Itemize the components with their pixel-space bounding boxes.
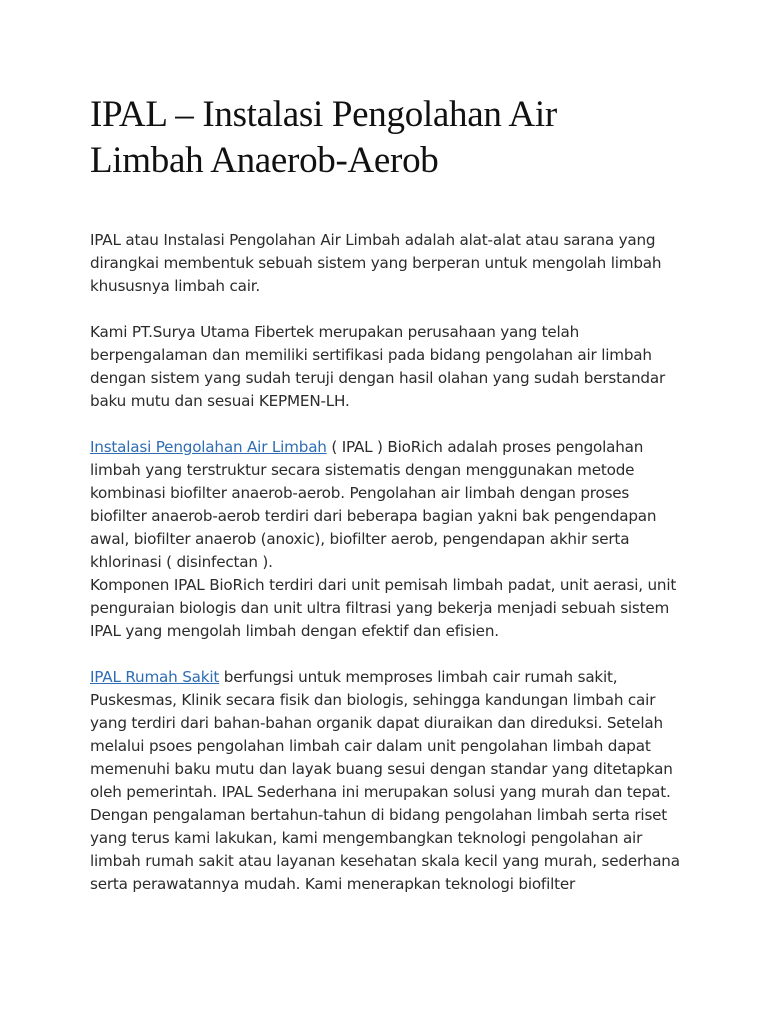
page-title bbox=[90, 92, 680, 184]
paragraph-ipal-biorich-first bbox=[90, 438, 656, 571]
article-body bbox=[90, 229, 680, 896]
paragraph-ipal-biorich bbox=[90, 436, 680, 643]
paragraph-ipal-rumah-sakit-first bbox=[90, 668, 673, 801]
paragraph-intro: IPAL atau Instalasi Pengolahan Air Limbah adalah alat-alat atau sarana yang dirangkai membentuk sebuah sistem yang berperan untuk mengolah limbah khususnya limbah cair. bbox=[90, 231, 662, 295]
paragraph-ipal-rumah-sakit-experience: Dengan pengalaman bertahun-tahun di bidang pengolahan limbah serta riset yang terus kami lakukan, kami mengembangkan teknologi pengolahan air limbah rumah sakit atau layanan kesehatan skala kecil yang murah, sederhana serta perawatannya mudah. Kami menerapkan teknologi biofilter bbox=[90, 806, 680, 893]
document-page bbox=[90, 92, 680, 919]
link-instalasi-pengolahan-air-limbah[interactable]: Instalasi Pengolahan Air Limbah bbox=[90, 438, 327, 456]
paragraph-company: Kami PT.Surya Utama Fibertek merupakan perusahaan yang telah berpengalaman dan memiliki sertifikasi pada bidang pengolahan air limbah dengan sistem yang sudah teruji dengan hasil olahan yang sudah berstandar baku mutu dan sesuai KEPMEN-LH. bbox=[90, 323, 666, 410]
paragraph-ipal-biorich-text: ( IPAL ) BioRich adalah proses pengolahan limbah yang terstruktur secara sistematis dengan menggunakan metode kombinasi biofilter anaerob-aerob. Pengolahan air limbah dengan proses biofilter anaerob-aerob terdiri dari beberapa bagian yakni bak pengendapan awal, biofilter anaerob (anoxic), biofilter aerob, pengendapan akhir serta khlorinasi ( disinfectan ). bbox=[90, 438, 657, 571]
title-line-1: IPAL – Instalasi Pengolahan Air bbox=[90, 94, 557, 135]
paragraph-ipal-biorich-components: Komponen IPAL BioRich terdiri dari unit pemisah limbah padat, unit aerasi, unit penguraian biologis dan unit ultra filtrasi yang bekerja menjadi sebuah sistem IPAL yang mengolah limbah dengan efektif dan efisien. bbox=[90, 576, 677, 640]
link-ipal-rumah-sakit[interactable]: IPAL Rumah Sakit bbox=[90, 668, 220, 686]
title-line-2: Limbah Anaerob-Aerob bbox=[90, 140, 439, 181]
paragraph-ipal-rumah-sakit bbox=[90, 666, 680, 896]
paragraph-ipal-rumah-sakit-text: berfungsi untuk memproses limbah cair rumah sakit, Puskesmas, Klinik secara fisik dan biologis, sehingga kandungan limbah cair yang terdiri dari bahan-bahan organik dapat diuraikan dan direduksi. Setelah melalui psoes pengolahan limbah cair dalam unit pengolahan limbah dapat memenuhi baku mutu dan layak buang sesui dengan standar yang ditetapkan oleh pemerintah. IPAL Sederhana ini merupakan solusi yang murah dan tepat. bbox=[90, 668, 673, 801]
